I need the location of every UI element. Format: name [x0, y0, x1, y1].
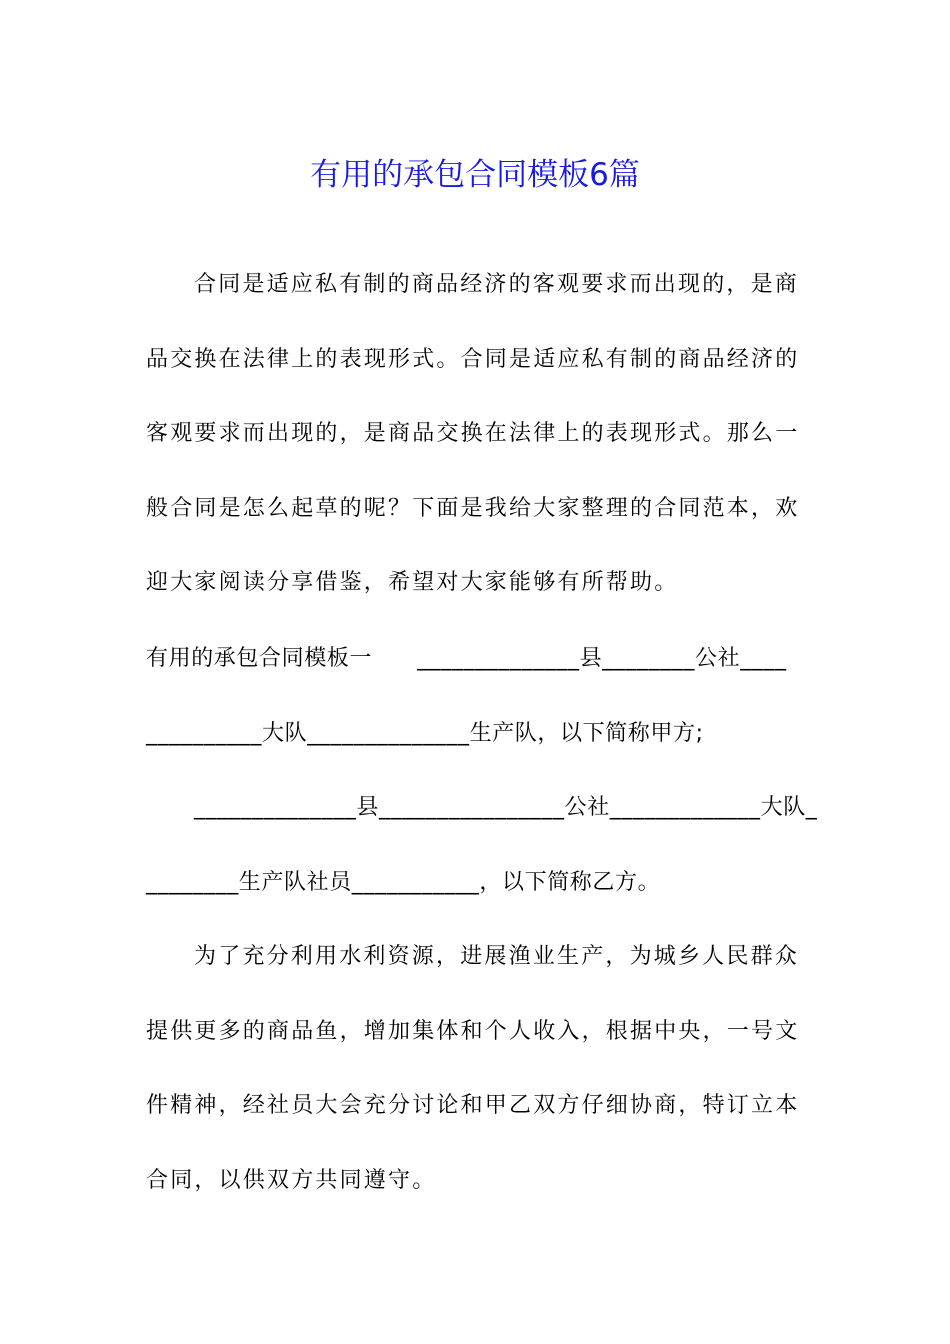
- intro-paragraph: [146, 248, 806, 621]
- party-b-paragraph: [146, 771, 818, 920]
- purpose-paragraph: [146, 920, 806, 1218]
- page-title: 有用的承包合同模板6篇: [310, 156, 640, 193]
- party-a-paragraph: [146, 622, 806, 771]
- party-b-line: ______________县________________公社_____________大队_: [194, 795, 818, 820]
- intro-line: 迎大家阅读分享借鉴，希望对大家能够有所帮助。: [146, 570, 679, 595]
- purpose-line: 件精神，经社员大会充分讨论和甲乙双方仔细协商，特订立本: [146, 1093, 800, 1118]
- party-b-line: ________生产队社员___________，以下简称乙方。: [146, 869, 661, 895]
- intro-line: 般合同是怎么起草的呢？下面是我给大家整理的合同范本，欢: [146, 495, 800, 521]
- intro-line: 品交换在法律上的表现形式。合同是适应私有制的商品经济的: [146, 346, 800, 372]
- party-a-line: 有用的承包合同模板一 ______________县________公社____: [146, 646, 787, 671]
- party-a-line: __________大队______________生产队，以下简称甲方;: [146, 720, 704, 746]
- intro-line: 客观要求而出现的，是商品交换在法律上的表现形式。那么一: [146, 421, 800, 446]
- purpose-line: 为了充分利用水利资源，进展渔业生产，为城乡人民群众: [194, 944, 800, 969]
- purpose-line: 提供更多的商品鱼，增加集体和个人收入，根据中央，一号文: [146, 1018, 800, 1044]
- intro-line: 合同是适应私有制的商品经济的客观要求而出现的，是商: [194, 272, 800, 297]
- purpose-line: 合同，以供双方共同遵守。: [146, 1167, 437, 1193]
